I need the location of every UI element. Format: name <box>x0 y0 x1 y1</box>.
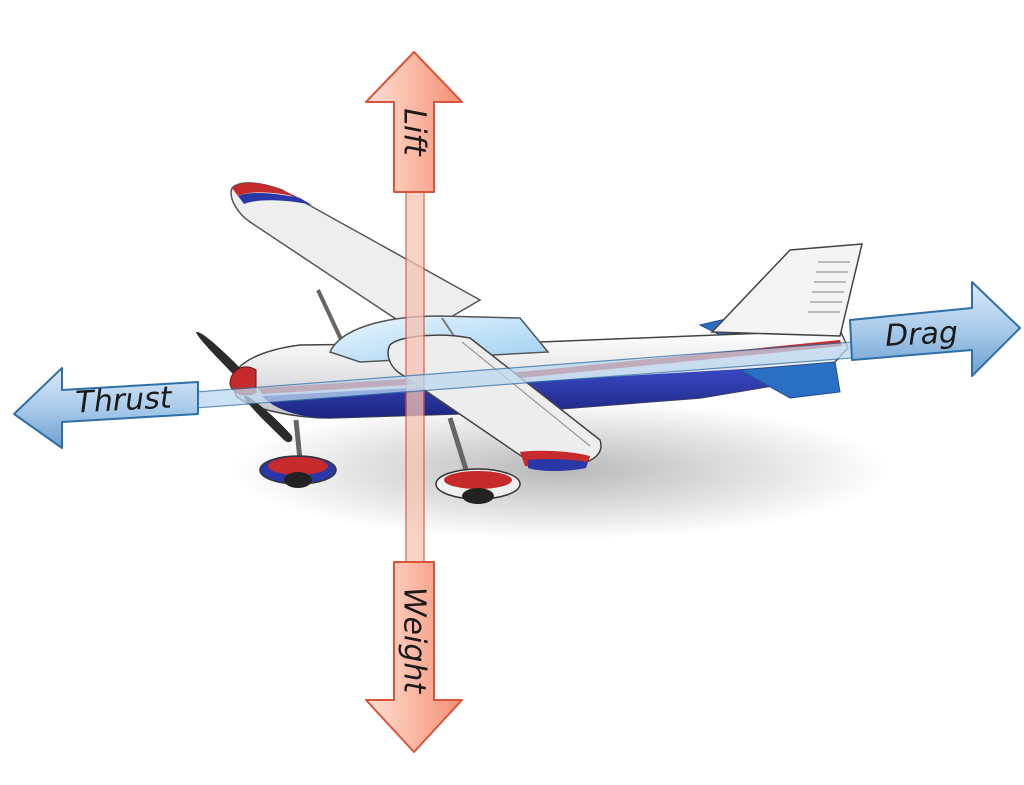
lift-arrow <box>366 52 462 192</box>
thrust-label: Thrust <box>74 380 173 421</box>
lift-label: Lift <box>396 108 432 156</box>
weight-arrow <box>366 562 462 752</box>
thrust-arrow <box>14 368 198 448</box>
drag-label: Drag <box>884 315 959 354</box>
weight-label: Weight <box>396 586 432 694</box>
drag-arrow <box>850 282 1020 376</box>
